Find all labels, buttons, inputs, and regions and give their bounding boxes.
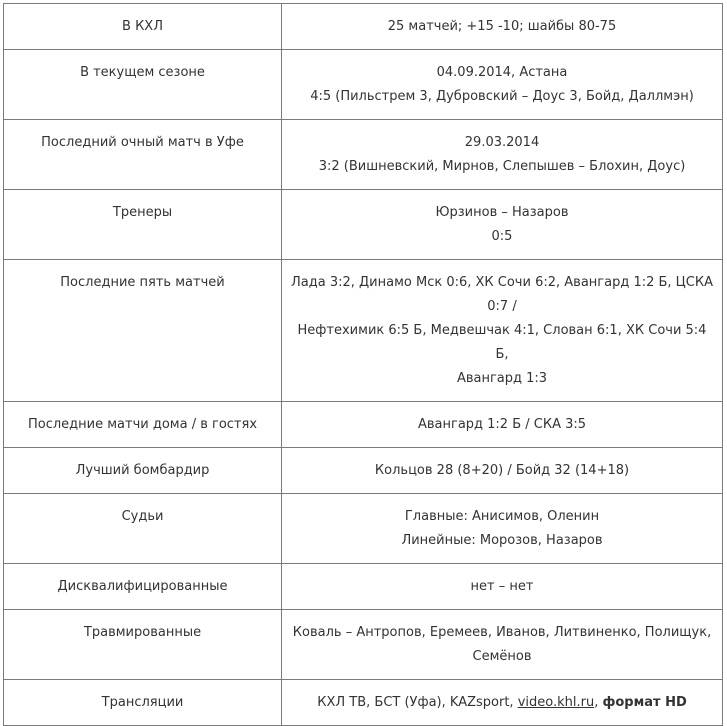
value-line: 29.03.2014	[464, 135, 540, 150]
table-row	[4, 610, 723, 680]
table-row	[4, 564, 723, 610]
row-label: Последний очный матч в Уфе	[4, 120, 282, 190]
value-line: Семёнов	[472, 649, 532, 664]
row-label: Дисквалифицированные	[4, 564, 282, 610]
row-value	[282, 260, 723, 402]
value-line: Кольцов 28 (8+20) / Бойд 32 (14+18)	[374, 463, 630, 478]
table-row	[4, 402, 723, 448]
row-label: Лучший бомбардир	[4, 448, 282, 494]
match-preview-table	[3, 3, 723, 726]
value-line: 25 матчей; +15 -10; шайбы 80-75	[387, 19, 617, 34]
value-line: Юрзинов – Назаров	[435, 205, 569, 220]
value-line: Авангард 1:2 Б / СКА 3:5	[417, 417, 587, 432]
row-label: Последние матчи дома / в гостях	[4, 402, 282, 448]
row-value	[282, 564, 723, 610]
table-row	[4, 190, 723, 260]
table-row	[4, 120, 723, 190]
value-line: Коваль – Антропов, Еремеев, Иванов, Литвиненко, Полищук,	[292, 625, 712, 640]
row-value	[282, 402, 723, 448]
table-row	[4, 260, 723, 402]
row-value	[282, 610, 723, 680]
table-row	[4, 494, 723, 564]
broadcast-separator: ,	[594, 695, 603, 710]
value-line: Главные: Анисимов, Оленин	[404, 509, 600, 524]
row-label: Трансляции	[4, 680, 282, 726]
table-row	[4, 50, 723, 120]
row-value	[282, 448, 723, 494]
value-line: 0:5	[491, 229, 513, 244]
row-value	[282, 190, 723, 260]
table-row	[4, 680, 723, 726]
value-line: 4:5 (Пильстрем 3, Дубровский – Доус 3, Бойд, Даллмэн)	[310, 89, 694, 104]
broadcast-channels: КХЛ ТВ, БСТ (Уфа), KAZsport,	[317, 695, 518, 710]
row-label: Тренеры	[4, 190, 282, 260]
row-label: Судьи	[4, 494, 282, 564]
broadcast-format: формат HD	[602, 695, 687, 710]
value-line: 04.09.2014, Астана	[436, 65, 568, 80]
table-row	[4, 448, 723, 494]
row-label: В КХЛ	[4, 4, 282, 50]
row-label: В текущем сезоне	[4, 50, 282, 120]
row-value	[282, 4, 723, 50]
row-value	[282, 50, 723, 120]
row-value	[282, 494, 723, 564]
row-value	[282, 120, 723, 190]
value-line: Авангард 1:3	[456, 371, 548, 386]
value-line: нет – нет	[470, 579, 534, 594]
value-line: 3:2 (Вишневский, Мирнов, Слепышев – Блохин, Доус)	[318, 159, 686, 174]
row-label: Травмированные	[4, 610, 282, 680]
broadcast-line	[290, 691, 714, 715]
table-row	[4, 4, 723, 50]
value-line: Линейные: Морозов, Назаров	[401, 533, 603, 548]
value-line: Лада 3:2, Динамо Мск 0:6, ХК Сочи 6:2, Авангард 1:2 Б, ЦСКА 0:7 /	[291, 275, 713, 314]
value-line: Нефтехимик 6:5 Б, Медвешчак 4:1, Слован 6:1, ХК Сочи 5:4 Б,	[297, 323, 707, 362]
row-label: Последние пять матчей	[4, 260, 282, 402]
broadcast-link[interactable]: video.khl.ru	[517, 695, 595, 710]
row-value	[282, 680, 723, 726]
